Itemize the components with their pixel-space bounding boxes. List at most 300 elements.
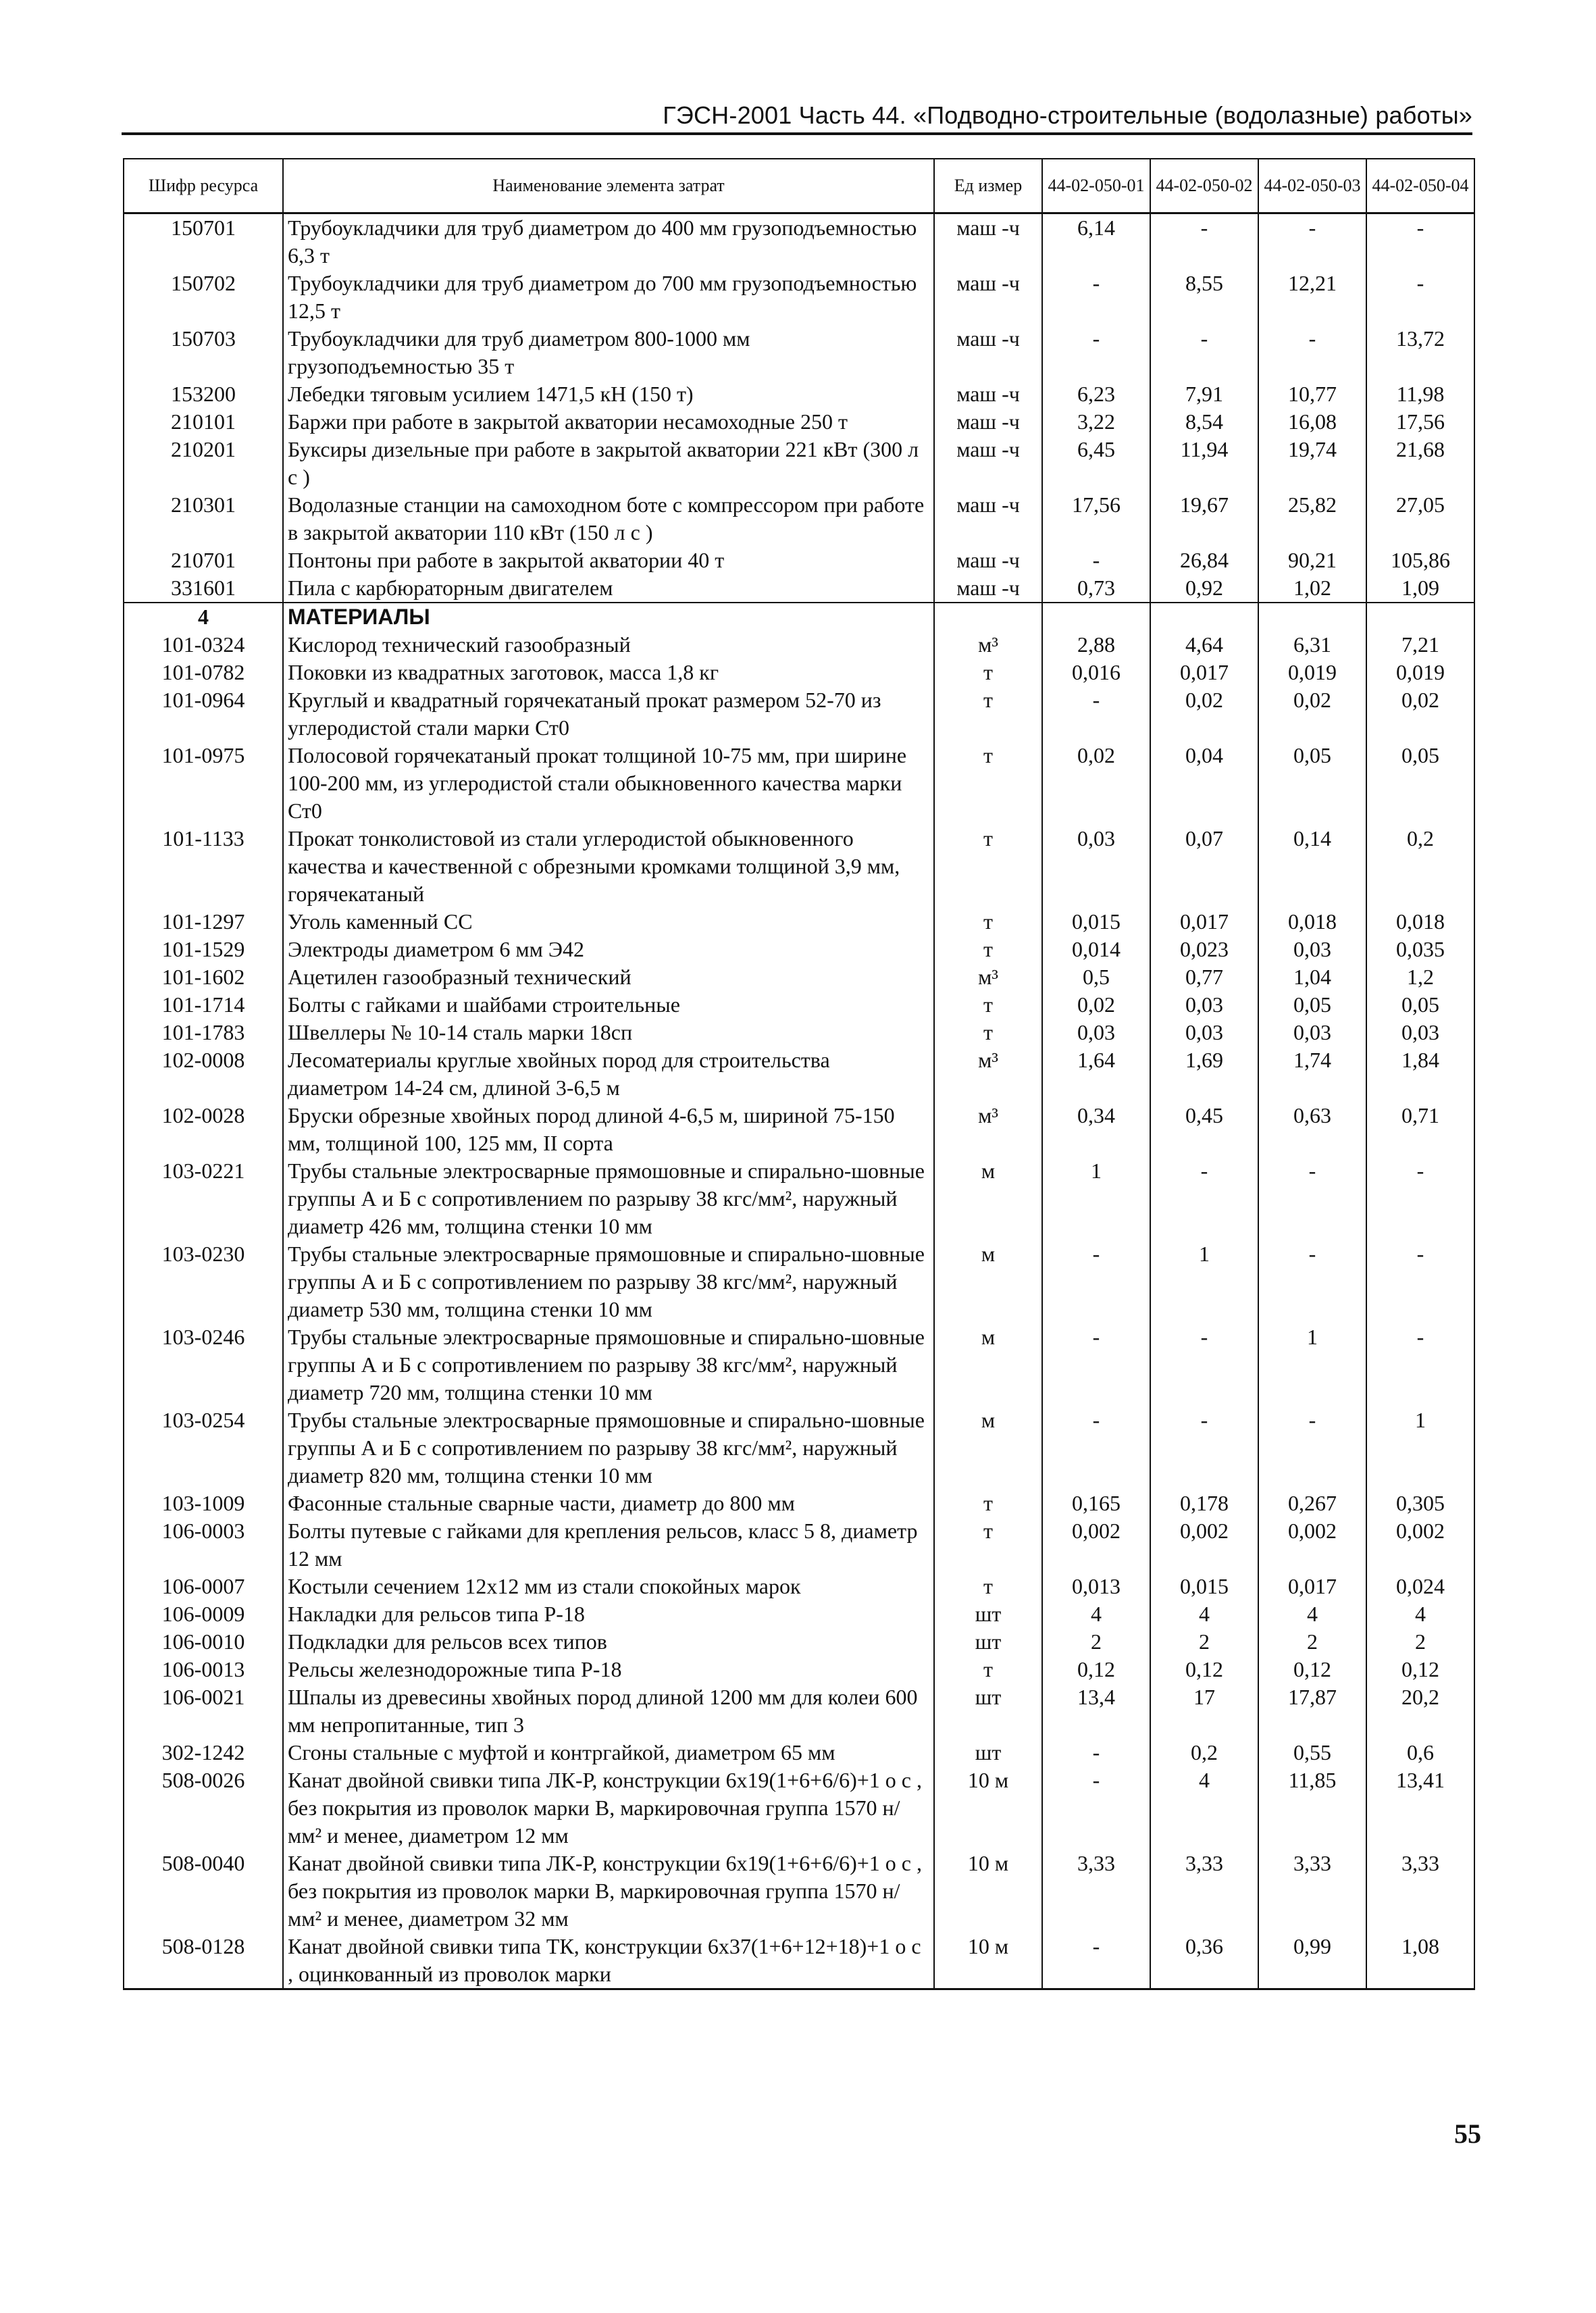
row-value-050-04: 0,6 xyxy=(1366,1739,1474,1766)
row-code: 103-0230 xyxy=(124,1240,283,1323)
row-value-050-03: 11,85 xyxy=(1258,1766,1366,1850)
row-value-050-04: 0,024 xyxy=(1366,1573,1474,1600)
row-value-050-04 xyxy=(1366,603,1474,631)
row-value-050-04: 7,21 xyxy=(1366,631,1474,659)
row-value-050-03: 1 xyxy=(1258,1323,1366,1406)
row-code: 106-0007 xyxy=(124,1573,283,1600)
row-value-050-03: 0,017 xyxy=(1258,1573,1366,1600)
row-name: Лесоматериалы круглые хвойных пород для строительства диаметром 14-24 см, длиной 3-6,5 м xyxy=(283,1046,934,1102)
row-code: 101-0324 xyxy=(124,631,283,659)
table-row xyxy=(124,1046,1474,1102)
row-value-050-04: 1,09 xyxy=(1366,574,1474,603)
row-code: 101-1783 xyxy=(124,1019,283,1046)
row-code: 101-1133 xyxy=(124,825,283,908)
table-row xyxy=(124,1323,1474,1406)
row-value-050-04: 0,02 xyxy=(1366,686,1474,742)
row-value-050-03: 0,02 xyxy=(1258,686,1366,742)
table-header xyxy=(124,159,1474,213)
row-value-050-01: - xyxy=(1042,1406,1150,1490)
table-row xyxy=(124,1019,1474,1046)
col-header-name: Наименование элемента затрат xyxy=(283,159,934,213)
row-value-050-03: 0,05 xyxy=(1258,742,1366,825)
row-value-050-03: 10,77 xyxy=(1258,380,1366,408)
row-unit: маш -ч xyxy=(934,547,1042,574)
row-value-050-02: 7,91 xyxy=(1150,380,1258,408)
row-value-050-01: - xyxy=(1042,547,1150,574)
row-value-050-02: 0,02 xyxy=(1150,686,1258,742)
row-name: Круглый и квадратный горячекатаный прокат размером 52-70 из углеродистой стали марки Ст0 xyxy=(283,686,934,742)
row-value-050-01: 0,02 xyxy=(1042,991,1150,1019)
page-header: ГЭСН-2001 Часть 44. «Подводно-строительные (водолазные) работы» xyxy=(122,101,1472,135)
row-value-050-02: 0,178 xyxy=(1150,1490,1258,1517)
table-row xyxy=(124,631,1474,659)
row-value-050-03: 1,74 xyxy=(1258,1046,1366,1102)
row-value-050-02: 2 xyxy=(1150,1628,1258,1656)
row-value-050-04: 1,08 xyxy=(1366,1933,1474,1989)
row-value-050-01: 3,33 xyxy=(1042,1850,1150,1933)
row-value-050-04: - xyxy=(1366,213,1474,270)
row-value-050-03: 0,03 xyxy=(1258,936,1366,963)
row-value-050-02: 0,45 xyxy=(1150,1102,1258,1157)
table-row xyxy=(124,1766,1474,1850)
row-unit: т xyxy=(934,991,1042,1019)
row-value-050-03: 6,31 xyxy=(1258,631,1366,659)
row-value-050-04: 1,84 xyxy=(1366,1046,1474,1102)
table-row xyxy=(124,1850,1474,1933)
row-value-050-03: 0,14 xyxy=(1258,825,1366,908)
row-value-050-02: 0,2 xyxy=(1150,1739,1258,1766)
row-value-050-01: 0,73 xyxy=(1042,574,1150,603)
row-unit: 10 м xyxy=(934,1933,1042,1989)
row-value-050-03: 0,63 xyxy=(1258,1102,1366,1157)
table-row xyxy=(124,1490,1474,1517)
table-row xyxy=(124,270,1474,325)
row-value-050-03: 16,08 xyxy=(1258,408,1366,436)
row-value-050-02: 0,03 xyxy=(1150,991,1258,1019)
table-row xyxy=(124,1683,1474,1739)
table-row xyxy=(124,963,1474,991)
row-value-050-02: 0,03 xyxy=(1150,1019,1258,1046)
row-unit: шт xyxy=(934,1683,1042,1739)
page-number: 55 xyxy=(1454,2118,1481,2149)
table-row xyxy=(124,213,1474,270)
row-value-050-02: 0,002 xyxy=(1150,1517,1258,1573)
row-value-050-03: 1,02 xyxy=(1258,574,1366,603)
table-row xyxy=(124,908,1474,936)
table-row xyxy=(124,436,1474,491)
row-value-050-02: 26,84 xyxy=(1150,547,1258,574)
row-code: 103-1009 xyxy=(124,1490,283,1517)
row-value-050-01: 1 xyxy=(1042,1157,1150,1240)
row-name: Бруски обрезные хвойных пород длиной 4-6,5 м, шириной 75-150 мм, толщиной 100, 125 мм, II сорта xyxy=(283,1102,934,1157)
row-code: 150701 xyxy=(124,213,283,270)
row-value-050-04: 2 xyxy=(1366,1628,1474,1656)
row-value-050-01 xyxy=(1042,603,1150,631)
row-value-050-01: 6,23 xyxy=(1042,380,1150,408)
row-value-050-01: 0,03 xyxy=(1042,825,1150,908)
row-code: 106-0003 xyxy=(124,1517,283,1573)
row-name: Баржи при работе в закрытой акватории несамоходные 250 т xyxy=(283,408,934,436)
row-value-050-03: 0,55 xyxy=(1258,1739,1366,1766)
table-row xyxy=(124,1157,1474,1240)
row-value-050-04: - xyxy=(1366,1240,1474,1323)
row-value-050-01: 0,02 xyxy=(1042,742,1150,825)
row-value-050-02: 0,12 xyxy=(1150,1656,1258,1683)
row-unit: т xyxy=(934,742,1042,825)
row-name: Фасонные стальные сварные части, диаметр до 800 мм xyxy=(283,1490,934,1517)
row-name: Трубы стальные электросварные прямошовные и спирально-шовные группы А и Б с сопротивлением по разрыву 38 кгс/мм², наружный диаметр 820 мм, толщина стенки 10 мм xyxy=(283,1406,934,1490)
col-header-050-02: 44-02-050-02 xyxy=(1150,159,1258,213)
row-unit: т xyxy=(934,1490,1042,1517)
table-row xyxy=(124,574,1474,603)
row-value-050-03: 19,74 xyxy=(1258,436,1366,491)
row-value-050-02: 11,94 xyxy=(1150,436,1258,491)
col-header-050-04: 44-02-050-04 xyxy=(1366,159,1474,213)
row-value-050-01: - xyxy=(1042,325,1150,380)
table-body xyxy=(124,213,1474,1989)
table-row xyxy=(124,1933,1474,1989)
row-value-050-01: 3,22 xyxy=(1042,408,1150,436)
row-unit: т xyxy=(934,908,1042,936)
row-name: Канат двойной свивки типа ЛК-Р, конструкции 6х19(1+6+6/6)+1 о с , без покрытия из проволок марки В, маркировочная группа 1570 н/мм² и менее, диаметром 32 мм xyxy=(283,1850,934,1933)
row-value-050-01: 6,14 xyxy=(1042,213,1150,270)
row-value-050-01: - xyxy=(1042,1323,1150,1406)
row-value-050-04: - xyxy=(1366,1157,1474,1240)
row-name: Трубы стальные электросварные прямошовные и спирально-шовные группы А и Б с сопротивлением по разрыву 38 кгс/мм², наружный диаметр 720 мм, толщина стенки 10 мм xyxy=(283,1323,934,1406)
row-name: Болты с гайками и шайбами строительные xyxy=(283,991,934,1019)
row-unit: м³ xyxy=(934,1102,1042,1157)
row-code: 331601 xyxy=(124,574,283,603)
row-value-050-03: 0,05 xyxy=(1258,991,1366,1019)
col-header-050-01: 44-02-050-01 xyxy=(1042,159,1150,213)
row-unit: маш -ч xyxy=(934,380,1042,408)
row-code: 106-0010 xyxy=(124,1628,283,1656)
row-unit: т xyxy=(934,686,1042,742)
row-value-050-02: - xyxy=(1150,213,1258,270)
row-value-050-04: 0,035 xyxy=(1366,936,1474,963)
table-row xyxy=(124,1240,1474,1323)
row-value-050-01: 1,64 xyxy=(1042,1046,1150,1102)
row-value-050-02: 8,55 xyxy=(1150,270,1258,325)
row-value-050-01: - xyxy=(1042,1933,1150,1989)
row-code: 4 xyxy=(124,603,283,631)
table-row xyxy=(124,1573,1474,1600)
row-name: Рельсы железнодорожные типа Р-18 xyxy=(283,1656,934,1683)
row-name: Болты путевые с гайками для крепления рельсов, класс 5 8, диаметр 12 мм xyxy=(283,1517,934,1573)
row-name: Шпалы из древесины хвойных пород длиной 1200 мм для колеи 600 мм непропитанные, тип 3 xyxy=(283,1683,934,1739)
row-value-050-04: 3,33 xyxy=(1366,1850,1474,1933)
row-value-050-03: 0,12 xyxy=(1258,1656,1366,1683)
table-row xyxy=(124,325,1474,380)
row-value-050-04: 1 xyxy=(1366,1406,1474,1490)
row-value-050-04: 1,2 xyxy=(1366,963,1474,991)
row-name: Сгоны стальные с муфтой и контргайкой, диаметром 65 мм xyxy=(283,1739,934,1766)
row-unit: м xyxy=(934,1406,1042,1490)
row-unit: 10 м xyxy=(934,1766,1042,1850)
row-value-050-02: - xyxy=(1150,1323,1258,1406)
row-name: Буксиры дизельные при работе в закрытой акватории 221 кВт (300 л с ) xyxy=(283,436,934,491)
row-name: Понтоны при работе в закрытой акватории 40 т xyxy=(283,547,934,574)
row-value-050-04: 13,72 xyxy=(1366,325,1474,380)
row-value-050-03: 2 xyxy=(1258,1628,1366,1656)
row-value-050-01: 2 xyxy=(1042,1628,1150,1656)
row-value-050-03: 12,21 xyxy=(1258,270,1366,325)
row-value-050-02: 0,92 xyxy=(1150,574,1258,603)
row-unit: т xyxy=(934,1573,1042,1600)
row-value-050-04: 17,56 xyxy=(1366,408,1474,436)
row-name: Поковки из квадратных заготовок, масса 1,8 кг xyxy=(283,659,934,686)
row-value-050-03: 0,03 xyxy=(1258,1019,1366,1046)
row-code: 150702 xyxy=(124,270,283,325)
row-value-050-04: 11,98 xyxy=(1366,380,1474,408)
row-code: 508-0128 xyxy=(124,1933,283,1989)
row-name: Подкладки для рельсов всех типов xyxy=(283,1628,934,1656)
row-value-050-04: 0,05 xyxy=(1366,742,1474,825)
row-value-050-02: 1,69 xyxy=(1150,1046,1258,1102)
row-value-050-04: 0,05 xyxy=(1366,991,1474,1019)
row-name: Костыли сечением 12х12 мм из стали спокойных марок xyxy=(283,1573,934,1600)
row-unit: шт xyxy=(934,1739,1042,1766)
row-code: 210201 xyxy=(124,436,283,491)
row-value-050-02: 0,015 xyxy=(1150,1573,1258,1600)
table-row xyxy=(124,1600,1474,1628)
table-row xyxy=(124,1406,1474,1490)
row-unit: т xyxy=(934,825,1042,908)
row-value-050-02: 4 xyxy=(1150,1600,1258,1628)
row-value-050-02: 4,64 xyxy=(1150,631,1258,659)
row-value-050-04: 0,12 xyxy=(1366,1656,1474,1683)
row-value-050-04: - xyxy=(1366,270,1474,325)
row-value-050-02: - xyxy=(1150,325,1258,380)
row-value-050-04: 105,86 xyxy=(1366,547,1474,574)
row-value-050-04: 0,019 xyxy=(1366,659,1474,686)
resource-table xyxy=(123,158,1475,1990)
row-value-050-03: 3,33 xyxy=(1258,1850,1366,1933)
row-value-050-02: 17 xyxy=(1150,1683,1258,1739)
row-name: Канат двойной свивки типа ЛК-Р, конструкции 6х19(1+6+6/6)+1 о с , без покрытия из проволок марки В, маркировочная группа 1570 н/мм² и менее, диаметром 12 мм xyxy=(283,1766,934,1850)
row-code: 101-0782 xyxy=(124,659,283,686)
row-code: 210701 xyxy=(124,547,283,574)
row-value-050-04: 13,41 xyxy=(1366,1766,1474,1850)
row-value-050-01: - xyxy=(1042,270,1150,325)
row-code: 103-0254 xyxy=(124,1406,283,1490)
row-name: Ацетилен газообразный технический xyxy=(283,963,934,991)
row-code: 101-1602 xyxy=(124,963,283,991)
row-value-050-02: - xyxy=(1150,1406,1258,1490)
col-header-code: Шифр ресурса xyxy=(124,159,283,213)
row-value-050-01: 0,165 xyxy=(1042,1490,1150,1517)
row-unit: маш -ч xyxy=(934,408,1042,436)
row-value-050-04: 0,03 xyxy=(1366,1019,1474,1046)
row-name: Трубоукладчики для труб диаметром до 400 мм грузоподъемностью 6,3 т xyxy=(283,213,934,270)
row-value-050-01: - xyxy=(1042,1766,1150,1850)
row-value-050-02: 0,017 xyxy=(1150,908,1258,936)
row-name: Трубоукладчики для труб диаметром до 700 мм грузоподъемностью 12,5 т xyxy=(283,270,934,325)
row-unit: м xyxy=(934,1157,1042,1240)
row-value-050-01: 0,013 xyxy=(1042,1573,1150,1600)
row-name: Электроды диаметром 6 мм Э42 xyxy=(283,936,934,963)
row-name: Водолазные станции на самоходном боте с компрессором при работе в закрытой акватории 110 кВт (150 л с ) xyxy=(283,491,934,547)
row-name: Трубы стальные электросварные прямошовные и спирально-шовные группы А и Б с сопротивлением по разрыву 38 кгс/мм², наружный диаметр 426 мм, толщина стенки 10 мм xyxy=(283,1157,934,1240)
row-value-050-02: 0,017 xyxy=(1150,659,1258,686)
row-value-050-01: - xyxy=(1042,686,1150,742)
row-value-050-01: 0,12 xyxy=(1042,1656,1150,1683)
row-unit: м xyxy=(934,1240,1042,1323)
table-row xyxy=(124,1656,1474,1683)
row-value-050-02: 0,77 xyxy=(1150,963,1258,991)
row-value-050-01: - xyxy=(1042,1739,1150,1766)
row-value-050-03: 0,019 xyxy=(1258,659,1366,686)
row-name: Кислород технический газообразный xyxy=(283,631,934,659)
row-unit: м³ xyxy=(934,631,1042,659)
row-value-050-04: 4 xyxy=(1366,1600,1474,1628)
row-name: МАТЕРИАЛЫ xyxy=(283,603,934,631)
row-value-050-03: 4 xyxy=(1258,1600,1366,1628)
row-value-050-04: 20,2 xyxy=(1366,1683,1474,1739)
row-value-050-01: 0,03 xyxy=(1042,1019,1150,1046)
table-row xyxy=(124,547,1474,574)
row-name: Накладки для рельсов типа Р-18 xyxy=(283,1600,934,1628)
row-name: Пила с карбюраторным двигателем xyxy=(283,574,934,603)
row-value-050-02 xyxy=(1150,603,1258,631)
row-code: 103-0221 xyxy=(124,1157,283,1240)
row-name: Полосовой горячекатаный прокат толщиной 10-75 мм, при ширине 100-200 мм, из углеродистой стали обыкновенного качества марки Ст0 xyxy=(283,742,934,825)
row-value-050-03: 25,82 xyxy=(1258,491,1366,547)
row-value-050-02: 0,04 xyxy=(1150,742,1258,825)
row-name: Трубоукладчики для труб диаметром 800-1000 мм грузоподъемностью 35 т xyxy=(283,325,934,380)
row-code: 210301 xyxy=(124,491,283,547)
row-value-050-03: - xyxy=(1258,1406,1366,1490)
row-name: Лебедки тяговым усилием 1471,5 кН (150 т) xyxy=(283,380,934,408)
row-value-050-01: 13,4 xyxy=(1042,1683,1150,1739)
row-value-050-03: 90,21 xyxy=(1258,547,1366,574)
row-code: 103-0246 xyxy=(124,1323,283,1406)
row-value-050-01: 0,015 xyxy=(1042,908,1150,936)
table-row xyxy=(124,1739,1474,1766)
row-value-050-04: 0,002 xyxy=(1366,1517,1474,1573)
row-value-050-01: 6,45 xyxy=(1042,436,1150,491)
row-value-050-04: 0,2 xyxy=(1366,825,1474,908)
row-value-050-03: 1,04 xyxy=(1258,963,1366,991)
table-row xyxy=(124,1628,1474,1656)
row-value-050-01: 4 xyxy=(1042,1600,1150,1628)
row-name: Швеллеры № 10-14 сталь марки 18сп xyxy=(283,1019,934,1046)
row-unit: маш -ч xyxy=(934,436,1042,491)
row-value-050-03: - xyxy=(1258,1240,1366,1323)
row-value-050-02: 8,54 xyxy=(1150,408,1258,436)
row-code: 150703 xyxy=(124,325,283,380)
row-code: 101-1297 xyxy=(124,908,283,936)
row-value-050-01: 0,016 xyxy=(1042,659,1150,686)
row-unit xyxy=(934,603,1042,631)
row-unit: т xyxy=(934,936,1042,963)
row-unit: т xyxy=(934,1019,1042,1046)
row-name: Уголь каменный СС xyxy=(283,908,934,936)
row-value-050-02: - xyxy=(1150,1157,1258,1240)
row-value-050-02: 4 xyxy=(1150,1766,1258,1850)
row-value-050-04: 27,05 xyxy=(1366,491,1474,547)
row-value-050-01: 0,002 xyxy=(1042,1517,1150,1573)
row-value-050-01: 0,014 xyxy=(1042,936,1150,963)
row-unit: т xyxy=(934,659,1042,686)
row-value-050-04: 0,305 xyxy=(1366,1490,1474,1517)
row-code: 106-0021 xyxy=(124,1683,283,1739)
row-value-050-03: 0,267 xyxy=(1258,1490,1366,1517)
table-row xyxy=(124,659,1474,686)
row-unit: м xyxy=(934,1323,1042,1406)
row-value-050-01: 17,56 xyxy=(1042,491,1150,547)
row-value-050-03: 0,018 xyxy=(1258,908,1366,936)
row-unit: шт xyxy=(934,1600,1042,1628)
row-value-050-03 xyxy=(1258,603,1366,631)
row-value-050-03: 0,002 xyxy=(1258,1517,1366,1573)
row-value-050-01: 0,34 xyxy=(1042,1102,1150,1157)
row-unit: м³ xyxy=(934,1046,1042,1102)
row-unit: 10 м xyxy=(934,1850,1042,1933)
row-unit: шт xyxy=(934,1628,1042,1656)
table-row xyxy=(124,936,1474,963)
table-row xyxy=(124,491,1474,547)
row-name: Прокат тонколистовой из стали углеродистой обыкновенного качества и качественной с обрезными кромками толщиной 3,9 мм, горячекатаный xyxy=(283,825,934,908)
row-value-050-04: 0,71 xyxy=(1366,1102,1474,1157)
row-code: 101-0964 xyxy=(124,686,283,742)
row-code: 102-0008 xyxy=(124,1046,283,1102)
table-row xyxy=(124,1102,1474,1157)
row-value-050-04: - xyxy=(1366,1323,1474,1406)
row-code: 302-1242 xyxy=(124,1739,283,1766)
row-code: 102-0028 xyxy=(124,1102,283,1157)
table-row xyxy=(124,1517,1474,1573)
row-unit: т xyxy=(934,1517,1042,1573)
row-code: 101-1529 xyxy=(124,936,283,963)
row-value-050-02: 0,36 xyxy=(1150,1933,1258,1989)
row-value-050-03: - xyxy=(1258,213,1366,270)
row-value-050-02: 0,07 xyxy=(1150,825,1258,908)
row-value-050-04: 0,018 xyxy=(1366,908,1474,936)
row-value-050-03: 17,87 xyxy=(1258,1683,1366,1739)
row-code: 508-0040 xyxy=(124,1850,283,1933)
row-code: 106-0013 xyxy=(124,1656,283,1683)
row-value-050-01: - xyxy=(1042,1240,1150,1323)
row-unit: маш -ч xyxy=(934,491,1042,547)
row-value-050-01: 2,88 xyxy=(1042,631,1150,659)
row-value-050-03: - xyxy=(1258,325,1366,380)
row-code: 508-0026 xyxy=(124,1766,283,1850)
row-code: 101-1714 xyxy=(124,991,283,1019)
row-unit: м³ xyxy=(934,963,1042,991)
row-name: Канат двойной свивки типа ТК, конструкции 6х37(1+6+12+18)+1 о с , оцинкованный из проволок марки xyxy=(283,1933,934,1989)
col-header-050-03: 44-02-050-03 xyxy=(1258,159,1366,213)
table-row xyxy=(124,742,1474,825)
row-value-050-02: 19,67 xyxy=(1150,491,1258,547)
row-code: 101-0975 xyxy=(124,742,283,825)
row-unit: маш -ч xyxy=(934,574,1042,603)
table-row xyxy=(124,825,1474,908)
table-row xyxy=(124,380,1474,408)
row-value-050-02: 0,023 xyxy=(1150,936,1258,963)
table-row xyxy=(124,686,1474,742)
row-value-050-03: - xyxy=(1258,1157,1366,1240)
row-value-050-01: 0,5 xyxy=(1042,963,1150,991)
table-row xyxy=(124,408,1474,436)
row-value-050-03: 0,99 xyxy=(1258,1933,1366,1989)
row-value-050-04: 21,68 xyxy=(1366,436,1474,491)
row-code: 210101 xyxy=(124,408,283,436)
row-name: Трубы стальные электросварные прямошовные и спирально-шовные группы А и Б с сопротивлением по разрыву 38 кгс/мм², наружный диаметр 530 мм, толщина стенки 10 мм xyxy=(283,1240,934,1323)
row-unit: маш -ч xyxy=(934,270,1042,325)
row-unit: маш -ч xyxy=(934,325,1042,380)
row-value-050-02: 1 xyxy=(1150,1240,1258,1323)
